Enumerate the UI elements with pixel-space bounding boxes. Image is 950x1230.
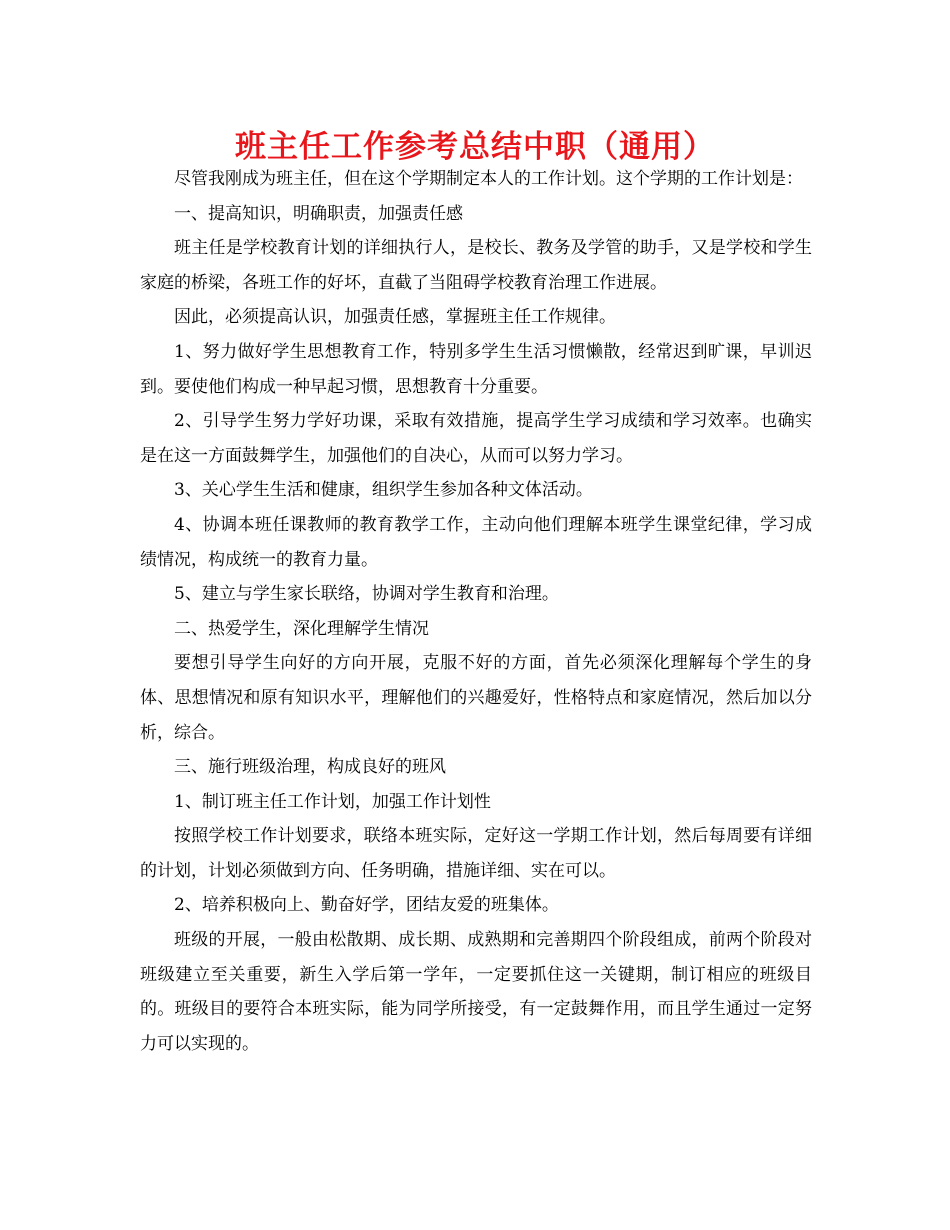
list-item: 2、培养积极向上、勤奋好学，团结友爱的班集体。 — [174, 895, 559, 916]
list-item: 4、协调本班任课教师的教育教学工作，主动向他们理解本班学生课堂纪律，学习成绩情况，构成统一的教育力量。 — [140, 514, 812, 570]
list-item: 3、关心学生生活和健康，组织学生参加各种文体活动。 — [174, 480, 593, 501]
document-title: 班主任工作参考总结中职（通用） — [235, 129, 715, 165]
paragraph: 因此，必须提高认识，加强责任感，掌握班主任工作规律。 — [174, 307, 616, 328]
list-item: 5、建立与学生家长联络，协调对学生教育和治理。 — [174, 584, 559, 605]
section-heading-2: 二、热爱学生，深化理解学生情况 — [174, 618, 429, 639]
paragraph: 要想引导学生向好的方向开展，克服不好的方面，首先必须深化理解每个学生的身体、思想情况和原有知识水平，理解他们的兴趣爱好，性格特点和家庭情况，然后加以分析，综合。 — [140, 653, 812, 743]
paragraph: 按照学校工作计划要求，联络本班实际，定好这一学期工作计划，然后每周要有详细的计划，计划必须做到方向、任务明确，措施详细、实在可以。 — [140, 826, 812, 881]
section-heading-1: 一、提高知识，明确职责，加强责任感 — [174, 203, 463, 224]
list-item: 1、制订班主任工作计划，加强工作计划性 — [174, 791, 491, 812]
document-body — [140, 162, 812, 1061]
paragraph-intro: 尽管我刚成为班主任，但在这个学期制定本人的工作计划。这个学期的工作计划是： — [174, 169, 803, 189]
list-item: 1、努力做好学生思想教育工作，特别多学生生活习惯懒散，经常迟到旷课，早训迟到。要使他们构成一种早起习惯，思想教育十分重要。 — [140, 341, 812, 397]
paragraph: 班主任是学校教育计划的详细执行人，是校长、教务及学管的助手，又是学校和学生家庭的桥梁，各班工作的好坏，直截了当阻碍学校教育治理工作进展。 — [140, 238, 812, 293]
list-item: 2、引导学生努力学好功课，采取有效措施，提高学生学习成绩和学习效率。也确实是在这一方面鼓舞学生，加强他们的自决心，从而可以努力学习。 — [140, 411, 812, 466]
section-heading-3: 三、施行班级治理，构成良好的班风 — [174, 757, 446, 778]
paragraph: 班级的开展，一般由松散期、成长期、成熟期和完善期四个阶段组成，前两个阶段对班级建立至关重要，新生入学后第一学年，一定要抓住这一关键期，制订相应的班级目的。班级目的要符合本班实际，能为同学所接受，有一定鼓舞作用，而且学生通过一定努力可以实现的。 — [140, 930, 812, 1054]
